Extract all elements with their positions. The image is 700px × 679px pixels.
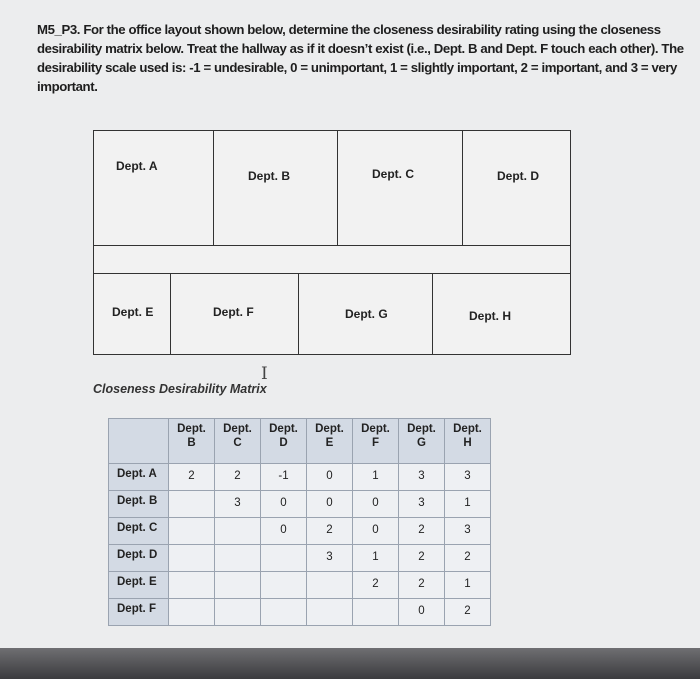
matrix-cell (215, 599, 261, 626)
row-header: Dept. D (109, 545, 169, 572)
room-label: Dept. B (248, 169, 290, 183)
row-header: Dept. E (109, 572, 169, 599)
matrix-cell (307, 599, 353, 626)
column-header: Dept. B (169, 419, 215, 464)
matrix-cell (353, 599, 399, 626)
row-header: Dept. A (109, 464, 169, 491)
matrix-cell: 0 (353, 518, 399, 545)
matrix-cell: 0 (261, 491, 307, 518)
matrix-cell (215, 572, 261, 599)
room-dept-e (94, 274, 171, 354)
matrix-cell: 0 (307, 491, 353, 518)
closeness-matrix (108, 418, 491, 626)
matrix-row (109, 545, 491, 572)
matrix-cell: 2 (307, 518, 353, 545)
room-label: Dept. A (116, 159, 158, 173)
matrix-cell (169, 545, 215, 572)
matrix-cell: 2 (399, 572, 445, 599)
row-header: Dept. F (109, 599, 169, 626)
matrix-cell (261, 599, 307, 626)
matrix-cell: 3 (445, 464, 491, 491)
matrix-cell: 3 (399, 491, 445, 518)
room-label: Dept. D (497, 169, 539, 183)
matrix-cell (261, 572, 307, 599)
matrix-cell (169, 599, 215, 626)
matrix-cell: 1 (353, 464, 399, 491)
room-dept-h (433, 274, 570, 354)
matrix-corner (109, 419, 169, 464)
room-dept-g (299, 274, 433, 354)
office-layout (93, 130, 571, 384)
matrix-cell: 3 (399, 464, 445, 491)
matrix-cell (215, 518, 261, 545)
matrix-cell (169, 572, 215, 599)
matrix-cell (307, 572, 353, 599)
problem-text: For the office layout shown below, determine the closeness desirability rating using the closeness desirability matrix below. Treat the hallway as if it doesn’t exist (i.e., Dept. B and Dept. F touch each other). The desirability scale used is: -1 = undesirable, 0 = unimportant, 1 = slightly important, 2 = important, and 3 = very important. (37, 22, 684, 94)
text-cursor-icon: I (261, 364, 268, 384)
matrix-cell: 0 (353, 491, 399, 518)
matrix-cell: 0 (307, 464, 353, 491)
matrix-cell (169, 518, 215, 545)
screen-edge (0, 648, 700, 679)
room-dept-b (214, 131, 338, 245)
room-label: Dept. F (213, 305, 254, 319)
matrix-row (109, 518, 491, 545)
room-dept-f (171, 274, 299, 354)
matrix-cell (261, 545, 307, 572)
column-header: Dept. E (307, 419, 353, 464)
matrix-cell: 2 (353, 572, 399, 599)
room-dept-a (94, 131, 214, 245)
room-label: Dept. C (372, 167, 414, 181)
matrix-cell: 2 (215, 464, 261, 491)
problem-statement (37, 20, 699, 96)
matrix-row (109, 572, 491, 599)
matrix-cell: 0 (261, 518, 307, 545)
matrix-cell: 2 (445, 545, 491, 572)
matrix-row (109, 491, 491, 518)
matrix-cell: 3 (307, 545, 353, 572)
room-label: Dept. G (345, 307, 388, 321)
room-dept-d (463, 131, 570, 245)
matrix-cell (169, 491, 215, 518)
matrix-cell: 3 (215, 491, 261, 518)
column-header: Dept. C (215, 419, 261, 464)
matrix-cell: 3 (445, 518, 491, 545)
column-header: Dept. D (261, 419, 307, 464)
matrix-cell: 1 (445, 572, 491, 599)
matrix-title: Closeness Desirability Matrix (93, 382, 267, 396)
matrix-cell: 2 (399, 545, 445, 572)
column-header: Dept. G (399, 419, 445, 464)
matrix-cell: 2 (169, 464, 215, 491)
room-dept-c (338, 131, 463, 245)
matrix-cell: 2 (445, 599, 491, 626)
row-header: Dept. B (109, 491, 169, 518)
matrix-cell: 0 (399, 599, 445, 626)
room-label: Dept. E (112, 305, 154, 319)
matrix-row (109, 464, 491, 491)
matrix-row (109, 599, 491, 626)
column-header: Dept. F (353, 419, 399, 464)
matrix-cell: 1 (445, 491, 491, 518)
matrix-cell: 1 (353, 545, 399, 572)
matrix-cell (215, 545, 261, 572)
row-header: Dept. C (109, 518, 169, 545)
column-header: Dept. H (445, 419, 491, 464)
problem-label: M5_P3. (37, 22, 81, 37)
matrix-cell: -1 (261, 464, 307, 491)
matrix-cell: 2 (399, 518, 445, 545)
room-label: Dept. H (469, 309, 511, 323)
